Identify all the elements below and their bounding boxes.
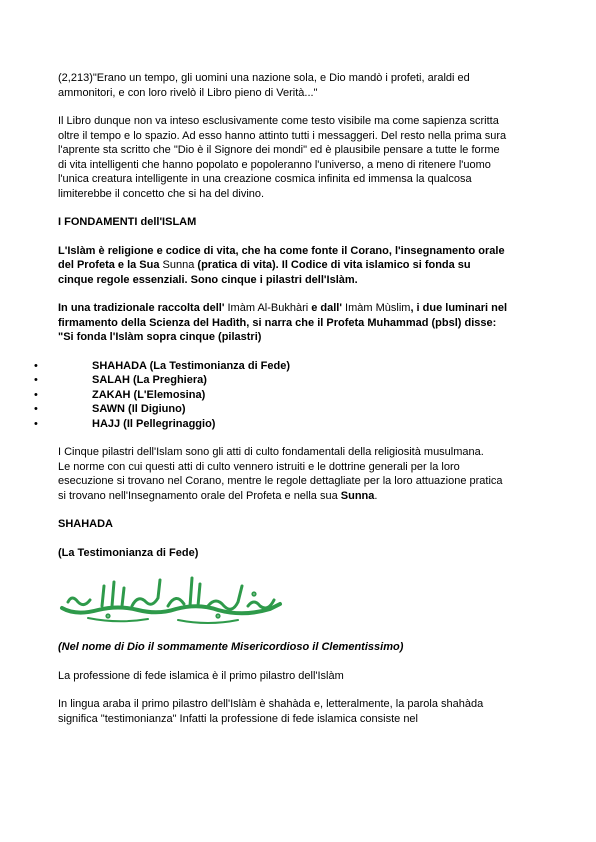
list-item [34, 359, 508, 374]
shahada-paragraph-1: La professione di fede islamica è il primo pilastro dell'Islàm [58, 669, 344, 682]
shahada-subtitle: (La Testimonianza di Fede) [58, 546, 199, 559]
section-title: I FONDAMENTI dell'ISLAM [58, 216, 197, 228]
pillars-list [34, 359, 508, 432]
bullet-icon: • [34, 374, 38, 386]
hadith-text-c: , i due luminari nel firmamento della Scienza del Hadìth, si narra che il Profeta Muhammad (pbsl) disse: [58, 302, 508, 329]
islam-definition-paragraph [58, 244, 508, 288]
intro-quote: (2,213)"Erano un tempo, gli uomini una nazione sola, e Dio mandò i profeti, araldi ed ammonitori, e con loro rivelò il Libro pieno di Verità..." [58, 72, 470, 99]
definition-text-a: L'Islàm è religione e codice di vita, che ha come fonte il Corano, l'insegnamento orale del Profeta e la Sua [58, 244, 505, 271]
basmala-calligraphy-icon [58, 572, 288, 628]
bullet-icon: • [34, 388, 38, 401]
hadith-text-a: In una tradizionale raccolta dell' [58, 302, 225, 314]
basmala-translation: (Nel nome di Dio il sommamente Misericordioso il Clementissimo) [58, 641, 404, 653]
pillar-label: HAJJ (Il Pellegrinaggio) [92, 417, 216, 430]
sunna-term-bold: Sunna [340, 489, 375, 502]
pillar-label: SHAHADA (La Testimonianza di Fede) [92, 359, 291, 372]
norms-text: Le norme con cui questi atti di culto vennero istruiti e le dottrine generali per la loro esecuzione si trovano nel Corano, mentre le regole dettagliate per la loro attuazione pratica si trovano nell'Insegnamento orale del Profeta e nella sua [58, 460, 503, 502]
shahada-title: SHAHADA [58, 518, 113, 530]
hadith-paragraph [58, 301, 508, 330]
definition-text-b: (pratica di vita). Il Codice di vita islamico si fonda su cinque regole essenziali. Sono cinque i pilastri dell'Islàm. [58, 259, 471, 286]
sunna-term: Sunna [162, 259, 195, 271]
list-item [34, 417, 508, 432]
pillar-label: ZAKAH (L'Elemosina) [92, 388, 206, 401]
pillar-label: SAWN (Il Digiuno) [92, 403, 186, 415]
intro-paragraph: Il Libro dunque non va inteso esclusivamente come testo visibile ma come sapienza scritta oltre il tempo e lo spazio. Ad esso hanno attinto tutti i messaggeri. Del resto nella prima sura l'aprente sta scritto che "Dio è il Signore dei mondi" ed è plausibile pensare a tutte le forme di vita intelligenti che hanno popolato e popoleranno l'universo, a meno di ritenere l'uomo l'unica creatura intelligente in una creazione cosmica infinita ed immensa la qualcosa limiterebbe il concetto che si ha del divino. [58, 115, 507, 200]
list-item [34, 388, 508, 403]
document-page [34, 71, 508, 726]
bullet-icon: • [34, 359, 38, 372]
list-item [34, 373, 508, 388]
hadith-text-b: e dall' [308, 302, 342, 314]
bullet-icon: • [34, 417, 38, 430]
bullet-icon: • [34, 403, 38, 415]
shahada-paragraph-2: In lingua araba il primo pilastro dell'Islàm è shahàda e, letteralmente, la parola shahàda significa "testimonianza" Infatti la professione di fede islamica consiste nel [58, 698, 484, 725]
list-item [34, 402, 508, 417]
norms-end: . [374, 489, 378, 502]
pillars-summary: I Cinque pilastri dell'Islam sono gli atti di culto fondamentali della religiosità musulmana. [58, 446, 484, 458]
bukhari-name: Imàm Al-Bukhàri [224, 302, 309, 314]
pillars-norms-paragraph [58, 460, 508, 504]
muslim-name: Imàm Mùslim [341, 302, 411, 314]
basmala-calligraphy-image [58, 572, 288, 628]
hadith-quote: "Si fonda l'Islàm sopra cinque (pilastri) [58, 331, 262, 343]
pillar-label: SALAH (La Preghiera) [92, 374, 207, 386]
